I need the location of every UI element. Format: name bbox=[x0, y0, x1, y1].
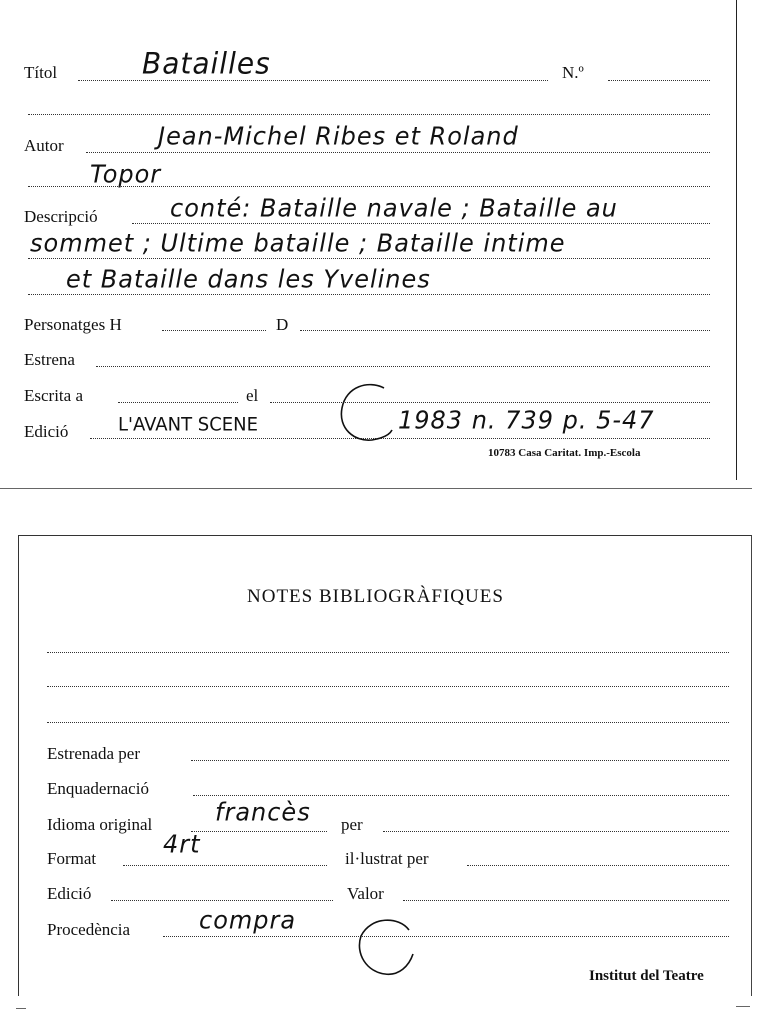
autor-value-2: Topor bbox=[90, 159, 162, 189]
numero-label: N.º bbox=[562, 63, 584, 82]
autor-value-1: Jean-Michel Ribes et Roland bbox=[158, 121, 519, 151]
institut-stamp: Institut del Teatre bbox=[589, 968, 704, 984]
card-back-corner-mark bbox=[736, 1006, 750, 1007]
edicio-back-line bbox=[111, 900, 333, 901]
format-label: Format bbox=[47, 849, 97, 868]
valor-label: Valor bbox=[347, 884, 384, 903]
procedencia-line bbox=[163, 936, 729, 937]
punch-hole-icon bbox=[334, 380, 404, 446]
format-value: 4rt bbox=[163, 829, 201, 859]
edicio-value-1: L'AVANT SCENE bbox=[118, 413, 259, 436]
punch-hole-icon bbox=[353, 914, 419, 980]
edicio-value-2: 1983 n. 739 p. 5-47 bbox=[398, 405, 655, 435]
edicio-back-label: Edició bbox=[47, 884, 92, 903]
descripcio-line-1 bbox=[132, 223, 710, 224]
escrita-line bbox=[118, 402, 238, 403]
personatges-d-label: D bbox=[276, 315, 289, 334]
notes-line-3 bbox=[47, 722, 729, 723]
titol-line-2 bbox=[28, 114, 710, 115]
numero-line bbox=[608, 80, 710, 81]
descripcio-value-1: conté: Bataille navale ; Bataille au bbox=[170, 193, 618, 223]
edicio-label: Edició bbox=[24, 422, 69, 441]
card-back-corner-mark bbox=[16, 1008, 26, 1009]
descripcio-value-3: et Bataille dans les Yvelines bbox=[66, 264, 431, 294]
idioma-label: Idioma original bbox=[47, 815, 153, 834]
per-line bbox=[383, 831, 729, 832]
enquadernacio-label: Enquadernació bbox=[47, 779, 149, 798]
procedencia-label: Procedència bbox=[47, 920, 131, 939]
titol-label: Títol bbox=[24, 63, 58, 82]
estrenada-label: Estrenada per bbox=[47, 744, 140, 763]
estrena-line bbox=[96, 366, 710, 367]
autor-label: Autor bbox=[24, 136, 64, 155]
enquadernacio-line bbox=[193, 795, 729, 796]
autor-line bbox=[86, 152, 710, 153]
illustrat-line bbox=[467, 865, 729, 866]
estrena-label: Estrena bbox=[24, 350, 75, 369]
catalog-card-back bbox=[18, 535, 752, 996]
descripcio-line-3 bbox=[28, 294, 710, 295]
format-line bbox=[123, 865, 327, 866]
procedencia-value: compra bbox=[199, 905, 297, 935]
descripcio-line-2 bbox=[28, 258, 710, 259]
titol-value: Batailles bbox=[142, 46, 271, 81]
estrenada-line bbox=[191, 760, 729, 761]
escrita-label: Escrita a bbox=[24, 386, 83, 405]
personatges-h-line bbox=[162, 330, 266, 331]
descripcio-label: Descripció bbox=[24, 207, 98, 226]
notes-title: NOTES BIBLIOGRÀFIQUES bbox=[247, 586, 504, 607]
el-label: el bbox=[246, 386, 259, 405]
illustrat-label: il·lustrat per bbox=[345, 849, 429, 868]
idioma-line bbox=[191, 831, 327, 832]
descripcio-value-2: sommet ; Ultime bataille ; Bataille intime bbox=[30, 228, 566, 258]
personatges-d-line bbox=[300, 330, 710, 331]
card-front-bottom-edge bbox=[0, 488, 752, 489]
printer-imprint: 10783 Casa Caritat. Imp.-Escola bbox=[488, 447, 641, 459]
notes-line-2 bbox=[47, 686, 729, 687]
valor-line bbox=[403, 900, 729, 901]
per-label: per bbox=[341, 815, 363, 834]
catalog-card-front bbox=[0, 0, 737, 480]
personatges-label: Personatges H bbox=[24, 315, 122, 334]
notes-line-1 bbox=[47, 652, 729, 653]
idioma-value: francès bbox=[215, 797, 311, 827]
